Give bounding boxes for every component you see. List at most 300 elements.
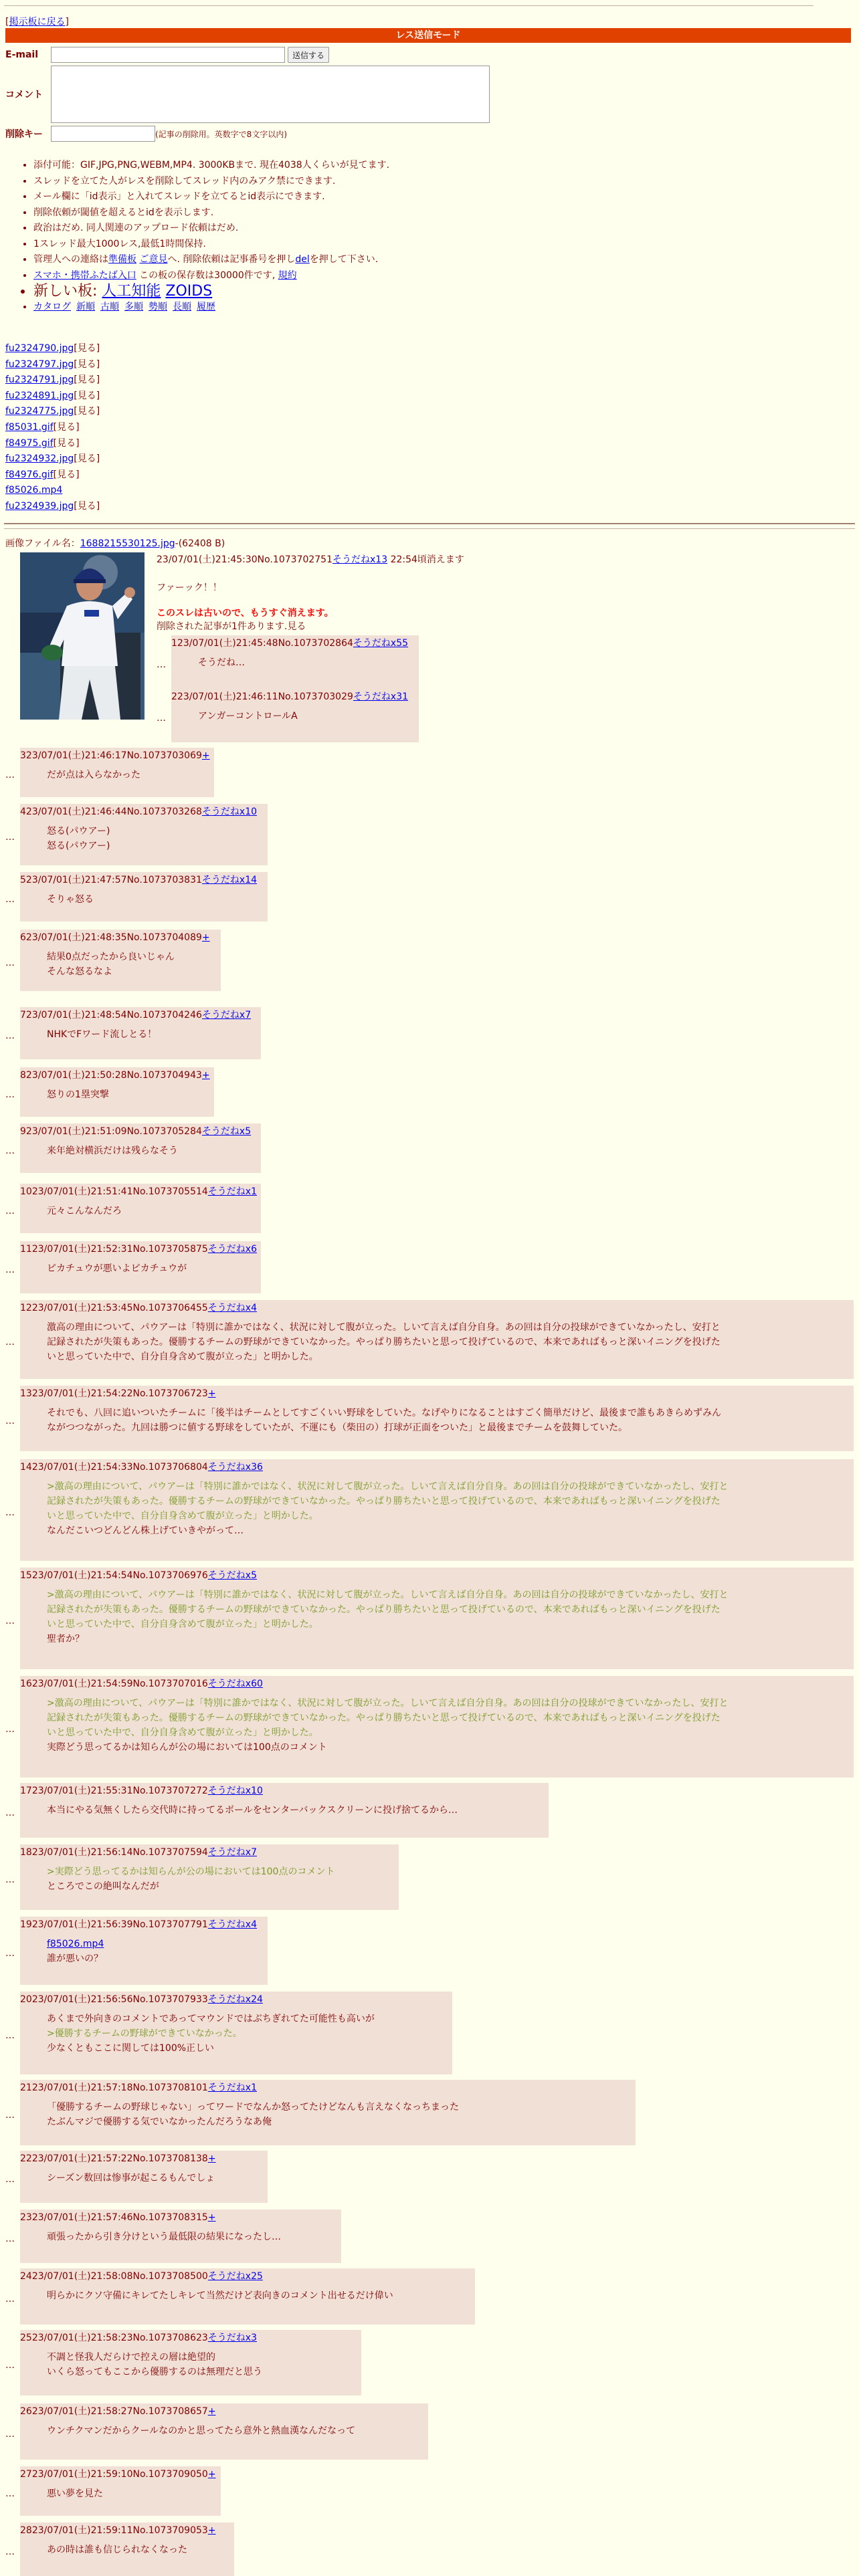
- reply-line: ピカチュウが悪いよピカチュウが: [47, 1263, 187, 1274]
- view-link[interactable]: [見る]: [74, 500, 100, 512]
- sodane-button[interactable]: そうだねx36: [207, 1462, 263, 1473]
- op-post: [157, 552, 826, 633]
- sodane-button[interactable]: そうだねx4: [207, 1303, 258, 1313]
- reply-marker: …: [5, 1206, 15, 1216]
- op-meta: [157, 552, 826, 566]
- view-link[interactable]: [見る]: [74, 358, 100, 370]
- file-list-item: [5, 341, 100, 357]
- sodane-button[interactable]: +: [207, 2525, 216, 2536]
- reply-line: NHKでFワード流しとる！: [47, 1029, 157, 1040]
- reply-post: [20, 1300, 854, 1379]
- sort-old-link[interactable]: 古順: [100, 301, 119, 312]
- reply-line: 結果0点だったから良いじゃん: [47, 952, 175, 962]
- reply-body: [171, 650, 419, 670]
- reply-header: [20, 1917, 268, 1931]
- reply-post: [20, 2151, 268, 2203]
- reply-line: ところでこの絶叫なんだが: [47, 1881, 159, 1892]
- reply-meta: 523/07/01(土)21:47:57No.1073703831: [20, 875, 202, 885]
- reply-marker: …: [5, 2030, 15, 2041]
- reply-post: [20, 1123, 261, 1173]
- sodane-button[interactable]: そうだねx25: [207, 2271, 263, 2282]
- reply-meta: 223/07/01(土)21:46:11No.1073703029: [171, 691, 353, 702]
- reply-header: [20, 1783, 549, 1798]
- file-list-item: [5, 436, 100, 452]
- reply-marker: …: [5, 1416, 15, 1426]
- reply-body: [20, 1691, 854, 1755]
- reply-header: [20, 1844, 399, 1859]
- reply-body: [20, 2481, 221, 2501]
- comment-row: [5, 66, 490, 123]
- reply-body: [20, 1198, 261, 1218]
- quote-line: いと思っていた中で、自分自身含めて腹が立った」と明かした。: [47, 1727, 318, 1738]
- quote-line: >激高の理由について、パウアーは「特別に誰かではなく、状況に対して腹が立った。しいて言えば自分自身。あの回は自分の投球ができていなかったし、安打と: [47, 1481, 729, 1492]
- reply-line: 明らかにクソ守備にキレてたしキレて当然だけど表向きのコメント出せるだけ偉い: [47, 2290, 393, 2301]
- reply-header: [20, 1300, 854, 1315]
- reply-meta: 2023/07/01(土)21:56:56No.1073707933: [20, 1994, 208, 2005]
- file-link[interactable]: fu2324775.jpg: [5, 406, 74, 417]
- reply-meta: 2323/07/01(土)21:57:46No.1073708315: [20, 2212, 208, 2223]
- reply-body: [20, 1400, 854, 1435]
- reply-line: 不調と怪我人だらけで控えの層は絶望的: [47, 2352, 215, 2363]
- reply-meta: 2123/07/01(土)21:57:18No.1073708101: [20, 2082, 208, 2093]
- reply-line: 怒りの1塁突撃: [47, 1089, 109, 1100]
- reply-post: [20, 2210, 341, 2263]
- thread-divider: [4, 523, 855, 524]
- quote-line: >優勝するチームの野球ができていなかった。: [47, 2028, 242, 2039]
- reply-meta: 2723/07/01(土)21:59:10No.1073709050: [20, 2469, 208, 2480]
- delkey-label: 削除キー: [5, 129, 43, 140]
- reply-line: 頑張ったから引き分けという最低限の結果になったし…: [47, 2232, 281, 2242]
- reply-line: 実際どう思ってるかは知らんが公の場においては100点のコメント: [47, 1742, 327, 1753]
- sodane-button[interactable]: そうだねx1: [207, 1186, 258, 1197]
- reply-line: あくまで外向きのコメントであってマウンドではぶちぎれてた可能性も高いが: [47, 2014, 375, 2024]
- sodane-button[interactable]: +: [207, 2153, 216, 2164]
- reply-body: [20, 2283, 475, 2303]
- reply-line: ウンチクマンだからクールなのかと思ってたら意外と熱血漢なんだなって: [47, 2426, 356, 2436]
- reply-marker: …: [157, 659, 166, 670]
- reply-body: [20, 1582, 854, 1646]
- op-image[interactable]: [20, 552, 145, 720]
- file-list-item: [5, 467, 100, 484]
- file-link[interactable]: fu2324791.jpg: [5, 374, 74, 386]
- reply-post: [20, 2330, 361, 2395]
- history-link[interactable]: 履歴: [197, 301, 215, 312]
- email-row: [5, 47, 490, 63]
- comment-label: コメント: [5, 90, 43, 100]
- file-list-item: [5, 451, 100, 467]
- reply-body: [171, 704, 419, 724]
- reply-post: [20, 1067, 214, 1117]
- reply-post: [20, 1917, 268, 1985]
- view-link[interactable]: [見る]: [74, 453, 100, 465]
- reply-meta: 2223/07/01(土)21:57:22No.1073708138: [20, 2153, 208, 2164]
- file-link[interactable]: f85026.mp4: [5, 485, 63, 496]
- note-text: へ. 削除依頼は記事番号を押し: [167, 254, 296, 265]
- op-file-link[interactable]: 1688215530125.jpg: [80, 538, 175, 549]
- reply-body: [20, 1082, 214, 1102]
- reply-meta: 1023/07/01(土)21:51:41No.1073705514: [20, 1186, 208, 1197]
- sodane-button[interactable]: そうだねx3: [207, 2333, 258, 2343]
- reply-header: [20, 2403, 428, 2418]
- reply-marker: …: [5, 1337, 15, 1348]
- quote-line: 記録されたが失策もあった。優勝するチームの野球ができていなかった。やっぱり勝ちたいと思って投げているので、本来であればもっと深いイニングを投げた: [47, 1604, 721, 1615]
- reply-form: [5, 47, 490, 144]
- reply-marker: …: [5, 1948, 15, 1959]
- sodane-button[interactable]: +: [201, 750, 210, 761]
- sort-new-link[interactable]: 新順: [76, 301, 95, 312]
- file-link[interactable]: fu2324939.jpg: [5, 500, 74, 512]
- reply-post: [20, 872, 268, 922]
- view-link[interactable]: [見る]: [53, 437, 80, 449]
- reply-header: [20, 1241, 261, 1256]
- reply-header: [20, 2151, 268, 2165]
- reply-body: [20, 1315, 854, 1364]
- reply-line: 少なくともここに関しては100%正しい: [47, 2043, 215, 2054]
- sort-long-link[interactable]: 長順: [173, 301, 191, 312]
- reply-line: 怒る(パウアー): [47, 826, 110, 837]
- reply-post: [20, 1386, 854, 1451]
- reply-line: いくら怒ってもここから優勝するのは無理だと思う: [47, 2367, 262, 2377]
- reply-marker: …: [157, 713, 166, 724]
- reply-header: [20, 1067, 214, 1082]
- delkey-row: [5, 126, 490, 142]
- reply-header: [20, 1676, 854, 1691]
- reply-body: [20, 2165, 268, 2185]
- view-link[interactable]: [見る]: [74, 343, 100, 354]
- new-board-item: [33, 284, 389, 300]
- reply-post: [20, 1459, 854, 1561]
- reply-header: [20, 872, 268, 887]
- file-link[interactable]: fu2324797.jpg: [5, 358, 74, 370]
- sodane-button[interactable]: そうだねx7: [201, 1010, 252, 1021]
- reply-marker: …: [5, 770, 15, 780]
- goiken-link[interactable]: ご意見: [139, 254, 168, 265]
- reply-post: [20, 748, 214, 797]
- view-link[interactable]: [見る]: [74, 406, 100, 417]
- reply-body: [20, 2095, 636, 2129]
- quote-line: >実際どう思ってるかは知らんが公の場においては100点のコメント: [47, 1866, 335, 1877]
- file-list: [5, 341, 100, 515]
- reply-body: [20, 1798, 549, 1818]
- sodane-button[interactable]: +: [207, 2469, 216, 2480]
- note-item: • スレッドを立てた人がレスを削除してスレッド内のみアク禁にできます.: [33, 174, 389, 190]
- file-list-item: [5, 372, 100, 389]
- catalog-links: [33, 300, 389, 316]
- reply-body: [20, 2537, 234, 2557]
- reply-line: ながつつながった。九回は勝つに値する野球をしていたが、不運にも（柴田の）打球が正面をついた」と最後までチームを鼓舞していた。: [47, 1422, 628, 1433]
- reply-post: [20, 1184, 261, 1233]
- sodane-button[interactable]: +: [207, 1388, 216, 1399]
- expiry-warning: このスレは古いので、もうすぐ消えます。: [157, 608, 334, 619]
- email-field[interactable]: [51, 47, 285, 63]
- send-button[interactable]: 送信する: [288, 47, 329, 63]
- reply-marker: …: [5, 958, 15, 968]
- deleted-notice: 削除された記事が1件あります.見る: [157, 621, 306, 632]
- delkey-note: (記事の削除用。英数字で8文字以内): [155, 129, 287, 139]
- reply-line: 激高の理由について、パウアーは「特別に誰かではなく、状況に対して腹が立った。しいて言えば自分自身。あの回は自分の投球ができていなかったし、安打と: [47, 1322, 721, 1333]
- reply-body: [20, 2006, 452, 2056]
- reply-meta: 623/07/01(土)21:48:35No.1073704089: [20, 932, 202, 943]
- reply-header: [20, 930, 221, 944]
- sodane-button[interactable]: そうだねx10: [201, 807, 258, 817]
- attached-file-link[interactable]: f85026.mp4: [47, 1939, 104, 1949]
- reply-post: [20, 1783, 549, 1838]
- reply-header: [20, 2080, 636, 2095]
- reply-header: [20, 2466, 221, 2481]
- reply-header: [20, 1386, 854, 1400]
- note-item: • 政治はだめ. 同人関連のアップロード依頼はだめ.: [33, 221, 389, 237]
- sodane-button[interactable]: そうだねx13: [332, 554, 388, 565]
- reply-body: [20, 887, 268, 907]
- new-board-label: 新しい板:: [33, 283, 102, 300]
- op-meta-text: 23/07/01(土)21:45:30No.1073702751: [157, 554, 332, 565]
- file-list-item: [5, 420, 100, 436]
- reply-marker: …: [5, 894, 15, 905]
- reply-meta: 1823/07/01(土)21:56:14No.1073707594: [20, 1847, 208, 1858]
- reply-body: [20, 2345, 361, 2379]
- reply-meta: 1623/07/01(土)21:54:59No.1073707016: [20, 1679, 208, 1689]
- reply-post: [171, 635, 419, 689]
- sort-momentum-link[interactable]: 勢順: [149, 301, 167, 312]
- reply-marker: …: [5, 2547, 15, 2557]
- file-link[interactable]: f84975.gif: [5, 437, 54, 449]
- reply-marker: …: [5, 1808, 15, 1818]
- reply-meta: 2423/07/01(土)21:58:08No.1073708500: [20, 2271, 208, 2282]
- note-item-admin: [33, 252, 389, 268]
- reply-line: 「優勝するチームの野球じゃない」ってワードでなんか怒ってたけどなんも言えなくなっちまった: [47, 2102, 459, 2113]
- reply-marker: …: [5, 1874, 15, 1885]
- sodane-button[interactable]: +: [207, 2406, 216, 2417]
- reply-line: あの時は誰も信じられなくなった: [47, 2545, 187, 2555]
- reply-marker: …: [5, 1031, 15, 1041]
- reply-body: [20, 1931, 268, 1966]
- sodane-button[interactable]: +: [201, 932, 210, 943]
- sodane-button[interactable]: そうだねx5: [207, 1570, 258, 1581]
- quote-line: 記録されたが失策もあった。優勝するチームの野球ができていなかった。やっぱり勝ちたいと思って投げているので、本来であればもっと深いイニングを投げた: [47, 1496, 721, 1507]
- quote-line: >激高の理由について、パウアーは「特別に誰かではなく、状況に対して腹が立った。しいて言えば自分自身。あの回は自分の投球ができていなかったし、安打と: [47, 1698, 729, 1709]
- view-link[interactable]: [見る]: [53, 469, 80, 480]
- reply-marker: …: [5, 2110, 15, 2121]
- junbi-link[interactable]: 準備板: [108, 254, 136, 265]
- board-link-zoids[interactable]: ZOIDS: [165, 283, 213, 300]
- reply-line: 本当にやる気無くしたら交代時に持ってるボールをセンターバックスクリーンに投げ捨てるから…: [47, 1805, 458, 1816]
- note-item: • 添付可能：GIF,JPG,PNG,WEBM,MP4. 3000KBまで. 現在4038人くらいが見てます.: [33, 158, 389, 174]
- reply-body: [20, 2224, 341, 2244]
- file-list-item: [5, 389, 100, 405]
- reply-header: [20, 804, 268, 819]
- sodane-button[interactable]: そうだねx10: [207, 1786, 263, 1796]
- reply-meta: 1723/07/01(土)21:55:31No.1073707272: [20, 1786, 208, 1796]
- reply-meta: 323/07/01(土)21:46:17No.1073703069: [20, 750, 202, 761]
- reply-line: アンガーコントロールA: [198, 711, 298, 722]
- reply-body: [20, 1256, 261, 1276]
- reply-line: 来年絶対横浜だけは残らなそう: [47, 1146, 178, 1156]
- sodane-button[interactable]: そうだねx14: [201, 875, 258, 885]
- file-label: 画像ファイル名：: [5, 538, 80, 549]
- reply-line: 記録されたが失策もあった。優勝するチームの野球ができていなかった。やっぱり勝ちたいと思って投げているので、本来であればもっと深いイニングを投げた: [47, 1337, 721, 1348]
- file-link[interactable]: fu2324932.jpg: [5, 453, 74, 465]
- reply-marker: …: [5, 832, 15, 843]
- thread-divider-thin: [4, 528, 855, 529]
- board-link-ai[interactable]: 人工知能: [102, 283, 161, 300]
- reply-post: [20, 2523, 234, 2576]
- file-list-item: [5, 499, 100, 515]
- reply-line: そうだね…: [198, 657, 245, 668]
- file-size: -(62408 B): [175, 538, 225, 549]
- reply-body: [20, 762, 214, 782]
- reply-meta: 2523/07/01(土)21:58:23No.1073708623: [20, 2333, 208, 2343]
- reply-post: [20, 2403, 428, 2460]
- reply-mode-bar: レス送信モード: [5, 28, 851, 43]
- reply-post: [20, 1568, 854, 1669]
- sodane-button[interactable]: +: [207, 2212, 216, 2223]
- reply-body: [20, 819, 268, 853]
- reply-marker: …: [5, 2294, 15, 2304]
- reply-post: [171, 689, 419, 742]
- reply-body: [20, 1859, 399, 1894]
- terms-link[interactable]: 規約: [278, 270, 297, 281]
- reply-marker: …: [5, 1265, 15, 1275]
- view-link[interactable]: [見る]: [74, 390, 100, 401]
- reply-header: [20, 2330, 361, 2345]
- op-text: ファーック！！: [157, 582, 222, 593]
- reply-marker: …: [5, 1616, 15, 1626]
- file-list-item: [5, 483, 100, 499]
- reply-line: それでも、八回に追いついたチームに「後半はチームとしてすごくいい野球をしていた。なげやりになることはすごく簡単だけど、最後まで誰もあきらめずみん: [47, 1408, 721, 1418]
- reply-post: [20, 804, 268, 865]
- reply-meta: 423/07/01(土)21:46:44No.1073703268: [20, 807, 202, 817]
- reply-header: [20, 1007, 261, 1022]
- sodane-button[interactable]: そうだねx5: [201, 1126, 252, 1137]
- reply-body: [20, 2418, 428, 2438]
- reply-line: 怒る(パウアー): [47, 841, 110, 851]
- sort-many-link[interactable]: 多順: [124, 301, 143, 312]
- reply-header: [20, 748, 214, 762]
- sodane-button[interactable]: そうだねx55: [353, 638, 409, 649]
- view-link[interactable]: [見る]: [53, 421, 80, 433]
- board-notes: [33, 158, 389, 315]
- sodane-button[interactable]: そうだねx60: [207, 1679, 263, 1689]
- reply-post: [20, 1241, 261, 1293]
- note-text: この板の保存数は30000件です,: [136, 270, 278, 281]
- reply-meta: 123/07/01(土)21:45:48No.1073702864: [171, 638, 353, 649]
- baseball-pitcher-photo: [20, 552, 145, 720]
- file-link[interactable]: f84976.gif: [5, 469, 54, 480]
- op-expiry: 22:54頃消えます: [390, 554, 464, 565]
- reply-post: [20, 1676, 854, 1778]
- reply-line: そんな怒るなよ: [47, 966, 112, 977]
- reply-marker: …: [5, 1089, 15, 1100]
- comment-field[interactable]: [51, 66, 490, 123]
- reply-post: [20, 1007, 261, 1059]
- reply-body: [20, 1138, 261, 1158]
- reply-marker: …: [5, 1507, 15, 1518]
- mobile-link[interactable]: スマホ・携帯ふたば入口: [33, 270, 136, 281]
- reply-header: [20, 2210, 341, 2224]
- reply-header: [20, 1459, 854, 1474]
- reply-post: [20, 2080, 636, 2145]
- sodane-button[interactable]: そうだねx4: [207, 1919, 258, 1930]
- reply-post: [20, 2268, 475, 2325]
- reply-meta: 1923/07/01(土)21:56:39No.1073707791: [20, 1919, 208, 1930]
- note-item: • 削除依頼が閾値を超えるとidを表示します.: [33, 205, 389, 221]
- reply-header: [171, 635, 419, 650]
- reply-header: [20, 2523, 234, 2537]
- reply-marker: …: [5, 2488, 15, 2499]
- reply-meta: 1423/07/01(土)21:54:33No.1073706804: [20, 1462, 208, 1473]
- file-link[interactable]: f85031.gif: [5, 421, 54, 433]
- reply-marker: …: [5, 2234, 15, 2244]
- reply-meta: 2823/07/01(土)21:59:11No.1073709053: [20, 2525, 208, 2536]
- sodane-button[interactable]: そうだねx24: [207, 1994, 263, 2005]
- reply-post: [20, 930, 221, 991]
- sodane-button[interactable]: そうだねx1: [207, 2082, 258, 2093]
- reply-meta: 1523/07/01(土)21:54:54No.1073706976: [20, 1570, 208, 1581]
- reply-marker: …: [5, 2360, 15, 2371]
- reply-header: [20, 1568, 854, 1582]
- reply-post: [20, 1992, 452, 2074]
- sodane-button[interactable]: +: [201, 1070, 210, 1081]
- del-link[interactable]: del: [295, 254, 310, 265]
- reply-meta: 1123/07/01(土)21:52:31No.1073705875: [20, 1244, 208, 1255]
- reply-body: [20, 944, 221, 979]
- reply-marker: …: [5, 2429, 15, 2440]
- delkey-field[interactable]: [51, 126, 155, 142]
- back-to-board-link[interactable]: 掲示板に戻る: [9, 17, 66, 27]
- reply-line: 元々こんなんだろ: [47, 1206, 122, 1216]
- sodane-button[interactable]: そうだねx6: [207, 1244, 258, 1255]
- reply-marker: …: [5, 1146, 15, 1156]
- back-link[interactable]: [掲示板に戻る]: [5, 17, 69, 27]
- reply-line: そりゃ怒る: [47, 894, 94, 905]
- file-link[interactable]: fu2324891.jpg: [5, 390, 74, 401]
- reply-header: [20, 1992, 452, 2006]
- reply-meta: 923/07/01(土)21:51:09No.1073705284: [20, 1126, 202, 1137]
- op-file-info: [5, 536, 225, 550]
- reply-header: [20, 1123, 261, 1138]
- reply-line: いと思っていた中で、自分自身含めて腹が立った」と明かした。: [47, 1352, 318, 1362]
- top-divider: [4, 5, 814, 6]
- catalog-link[interactable]: カタログ: [33, 301, 71, 312]
- reply-line: だが点は入らなかった: [47, 770, 140, 780]
- quote-line: 記録されたが失策もあった。優勝するチームの野球ができていなかった。やっぱり勝ちたいと思って投げているので、本来であればもっと深いイニングを投げた: [47, 1713, 721, 1723]
- reply-meta: 1323/07/01(土)21:54:22No.1073706723: [20, 1388, 208, 1399]
- sodane-button[interactable]: そうだねx31: [353, 691, 409, 702]
- quote-line: >激高の理由について、パウアーは「特別に誰かではなく、状況に対して腹が立った。しいて言えば自分自身。あの回は自分の投球ができていなかったし、安打と: [47, 1590, 729, 1600]
- note-item: • メール欄に「id表示」と入れてスレッドを立てるとid表示にできます.: [33, 189, 389, 205]
- reply-body: [20, 1022, 261, 1042]
- email-label: E-mail: [5, 49, 39, 60]
- reply-line: 聖者か？: [47, 1634, 84, 1644]
- reply-line: なんだこいつどんどん株上げていきやがって…: [47, 1525, 244, 1536]
- note-text: を押して下さい.: [309, 254, 379, 265]
- reply-meta: 1223/07/01(土)21:53:45No.1073706455: [20, 1303, 208, 1313]
- file-link[interactable]: fu2324790.jpg: [5, 343, 74, 354]
- reply-header: [20, 2268, 475, 2283]
- note-item: • 1スレッド最大1000レス,最低1時間保持.: [33, 237, 389, 253]
- reply-body: [20, 1474, 854, 1538]
- file-list-item: [5, 357, 100, 373]
- sodane-button[interactable]: そうだねx7: [207, 1847, 258, 1858]
- reply-header: [20, 1184, 261, 1198]
- reply-marker: …: [5, 1724, 15, 1735]
- reply-post: [20, 1844, 399, 1910]
- reply-meta: 723/07/01(土)21:48:54No.1073704246: [20, 1010, 202, 1021]
- view-link[interactable]: [見る]: [74, 374, 100, 386]
- quote-line: いと思っていた中で、自分自身含めて腹が立った」と明かした。: [47, 1619, 318, 1630]
- reply-line: 誰が悪いの？: [47, 1953, 103, 1964]
- reply-meta: 823/07/01(土)21:50:28No.1073704943: [20, 1070, 202, 1081]
